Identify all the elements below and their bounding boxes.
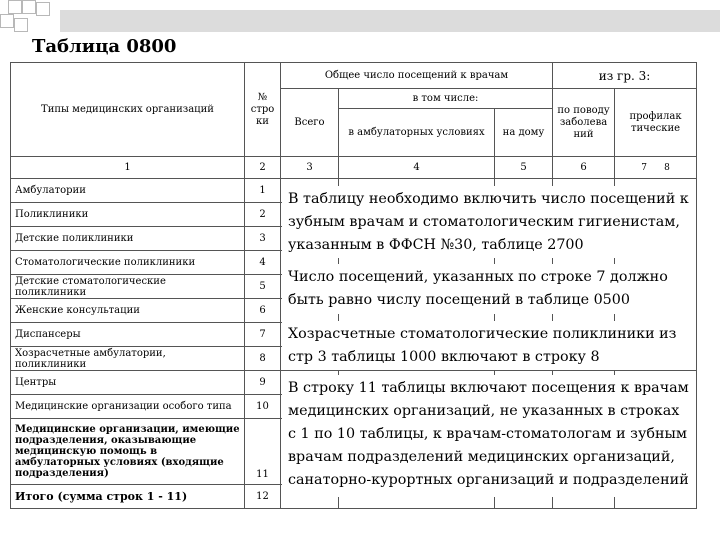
row-number: 11: [245, 419, 281, 485]
header-from-col3: из гр. 3:: [553, 63, 697, 89]
row-name: Диспансеры: [11, 323, 245, 347]
colnum: 3: [281, 157, 339, 179]
row-number: 5: [245, 275, 281, 299]
row-name: Медицинские организации особого типа: [11, 395, 245, 419]
decor-square: [14, 18, 28, 32]
colnum: 4: [339, 157, 495, 179]
row-name: Детские поликлиники: [11, 227, 245, 251]
decor-square: [8, 0, 22, 14]
header-total-visits: Общее число посещений к врачам: [281, 63, 553, 89]
decor-square: [0, 14, 14, 28]
slide-top-bar: [60, 10, 720, 32]
note-callout: [282, 186, 696, 258]
colnum: 8: [664, 162, 670, 173]
page-title: Таблица 0800: [32, 36, 177, 57]
colnum: 5: [495, 157, 553, 179]
header-types: Типы медицинских организаций: [11, 63, 245, 157]
decor-square: [22, 0, 36, 14]
note-text: В таблицу необходимо включить число посещений к зубным врачам и стоматологическим гигиенистам, указанным в ФФСН №30, таблице 2700: [288, 191, 689, 253]
row-name: Детские стоматологические поликлиники: [11, 275, 245, 299]
row-number: 3: [245, 227, 281, 251]
row-name: Центры: [11, 371, 245, 395]
row-number: 6: [245, 299, 281, 323]
row-name: Женские консультации: [11, 299, 245, 323]
note-text: Число посещений, указанных по строке 7 должно быть равно числу посещений в таблице 0500: [288, 269, 668, 308]
row-name: Стоматологические поликлиники: [11, 251, 245, 275]
colnum: 2: [245, 157, 281, 179]
header-row-no: № стро ки: [245, 63, 281, 157]
row-name: Хозрасчетные амбулатории, поликлиники: [11, 347, 245, 371]
row-number: 2: [245, 203, 281, 227]
row-number: 1: [245, 179, 281, 203]
note-text: В строку 11 таблицы включают посещения к врачам медицинских организаций, не указанных в строках с 1 по 10 таблицы, к врачам-стоматологам и зубным врачам подразделений медицинских организаций, санаторно-курортных организаций и подразделений: [288, 380, 689, 488]
note-callout: [282, 264, 696, 314]
colnum: 6: [553, 157, 615, 179]
header-prevent: профилак тические: [615, 89, 697, 157]
header-home: на дому: [495, 109, 553, 157]
header-disease: по поводу заболева ний: [553, 89, 615, 157]
row-number: 8: [245, 347, 281, 371]
row-name: Поликлиники: [11, 203, 245, 227]
note-text: Хозрасчетные стоматологические поликлиники из стр 3 таблицы 1000 включают в строку 8: [288, 326, 677, 365]
colnum-pair: [615, 157, 697, 179]
note-callout: [282, 321, 696, 370]
header-all: Всего: [281, 89, 339, 157]
row-name: Итого (сумма строк 1 - 11): [11, 485, 245, 509]
row-number: 12: [245, 485, 281, 509]
header-including: в том числе:: [339, 89, 553, 109]
header-outpatient: в амбулаторных условиях: [339, 109, 495, 157]
row-name: Амбулатории: [11, 179, 245, 203]
row-number: 4: [245, 251, 281, 275]
colnum: 1: [11, 157, 245, 179]
row-number: 7: [245, 323, 281, 347]
row-name: Медицинские организации, имеющие подразделения, оказывающие медицинскую помощь в амбулаторных условиях (входящие подразделения): [11, 419, 245, 485]
row-number: 10: [245, 395, 281, 419]
row-number: 9: [245, 371, 281, 395]
decor-square: [36, 2, 50, 16]
colnum: 7: [641, 162, 647, 173]
note-callout: [282, 375, 696, 497]
